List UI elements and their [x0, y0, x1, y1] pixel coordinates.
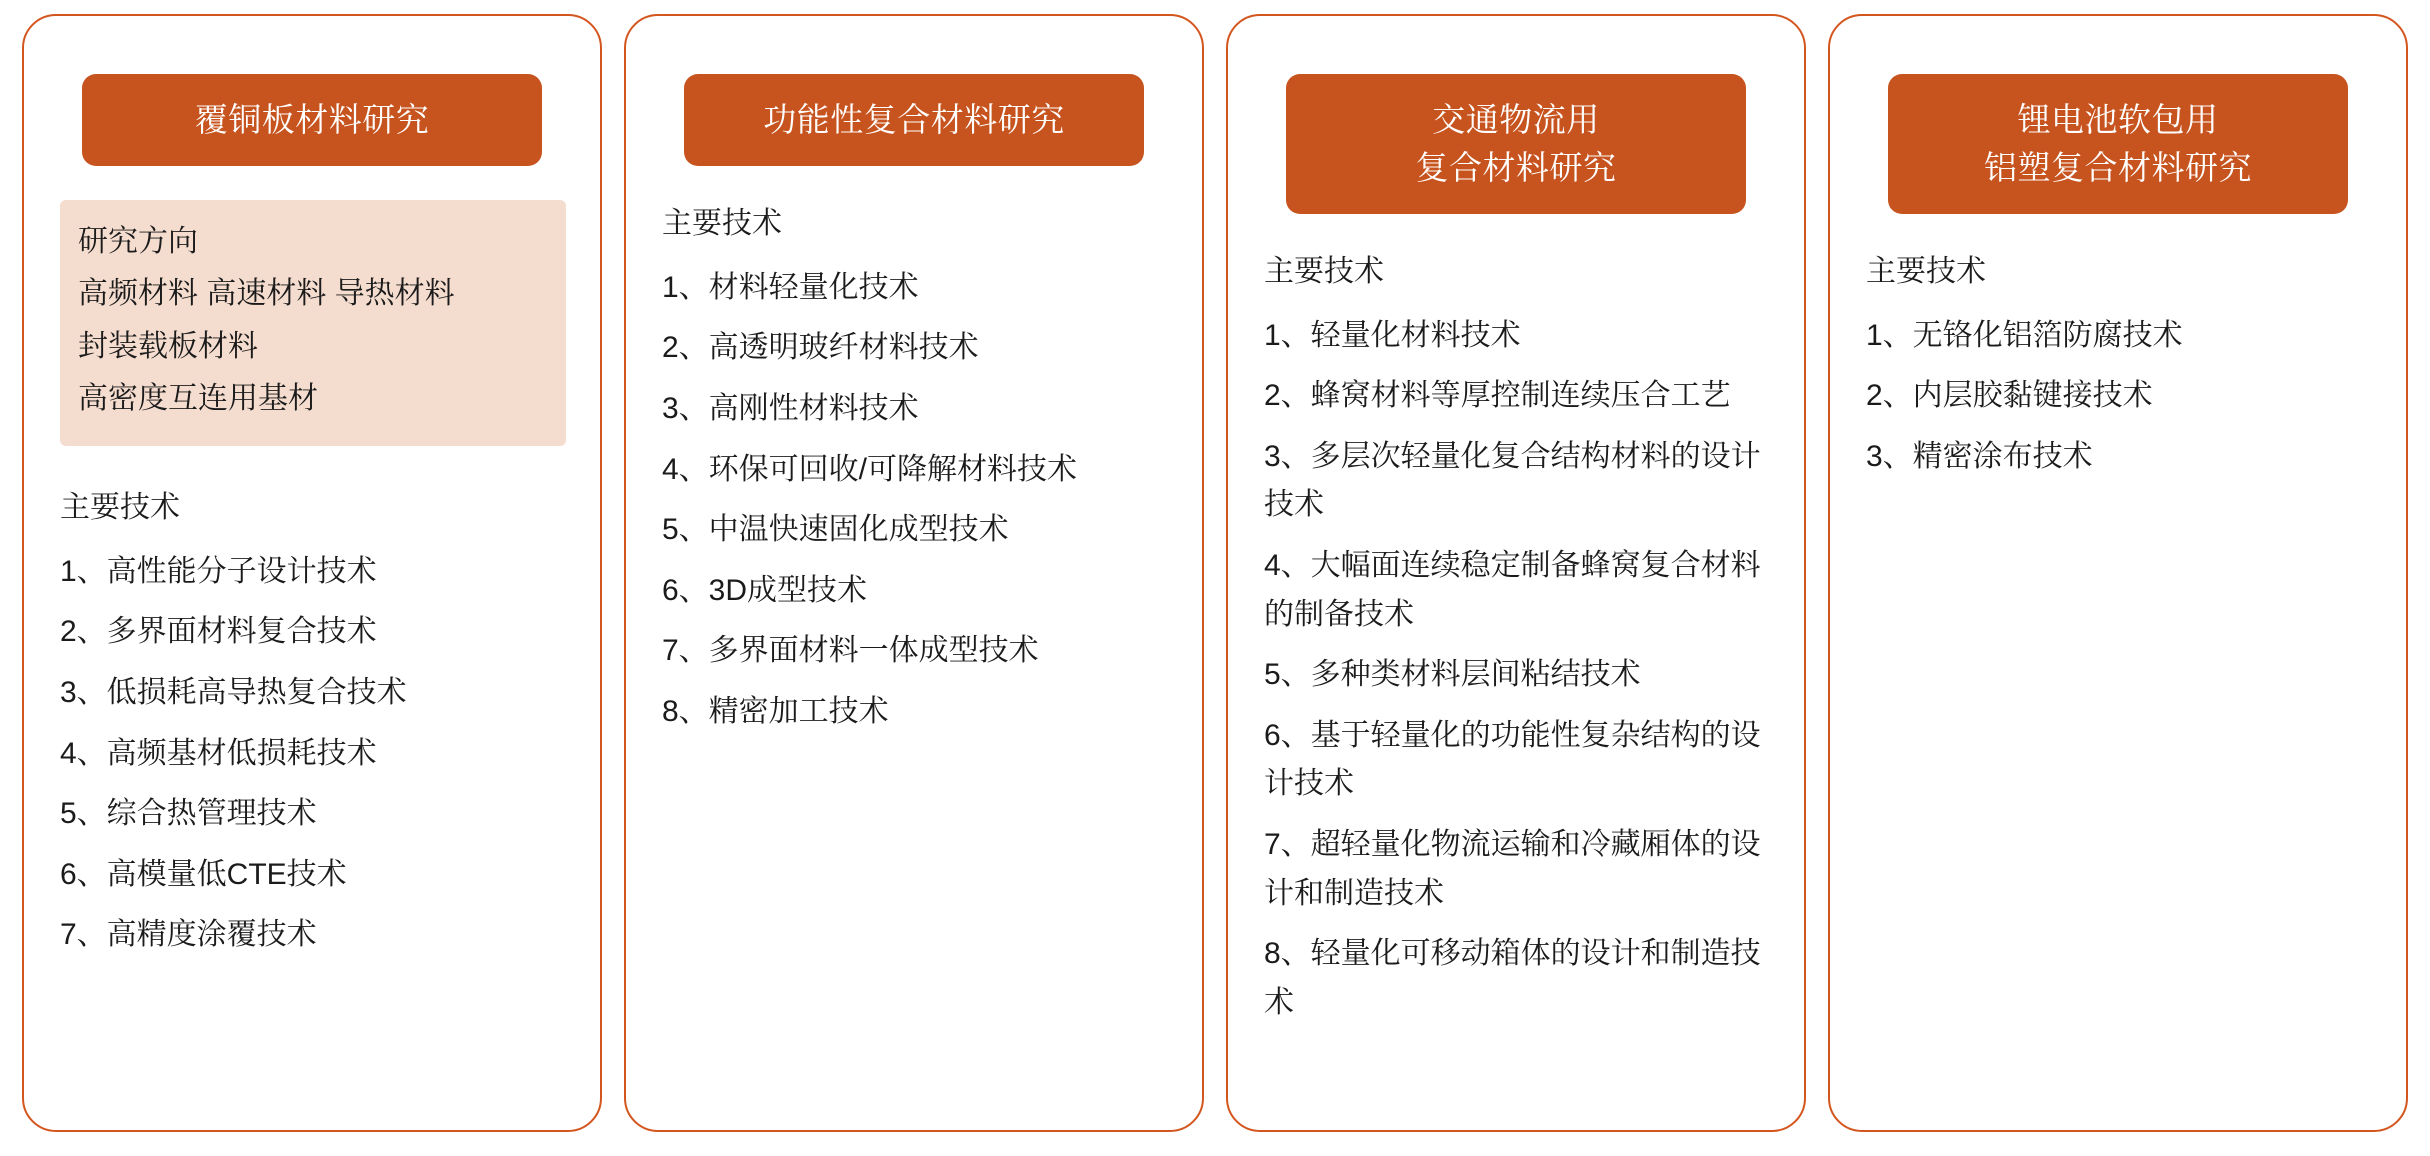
card-title-line: 功能性复合材料研究 [763, 101, 1065, 138]
section-title-main-technology: 主要技术 [1866, 254, 1986, 288]
list-item: 4、环保可回收/可降解材料技术 [662, 452, 1078, 486]
card-lithium-battery-aluminum-plastic [1828, 14, 2408, 1132]
list-item: 2、高透明玻纤材料技术 [662, 331, 979, 365]
research-direction-line: 封装载板材料 [78, 329, 258, 363]
list-item: 5、多种类材料层间粘结技术 [1264, 658, 1641, 692]
research-direction-title: 研究方向 [78, 224, 198, 258]
card-title-line: 复合材料研究 [1415, 148, 1617, 186]
card-functional-composite [624, 14, 1204, 1132]
section-title-main-technology: 主要技术 [1264, 254, 1384, 288]
list-item: 7、多界面材料一体成型技术 [662, 634, 1039, 668]
card-body [656, 200, 1172, 1100]
list-item: 8、轻量化可移动箱体的设计和制造技术 [1264, 937, 1761, 1019]
research-direction-line: 高频材料 高速材料 导热材料 [78, 277, 455, 311]
card-title-line: 锂电池软包用 [2017, 101, 2219, 138]
card-body [54, 200, 570, 1100]
list-item: 1、轻量化材料技术 [1264, 318, 1521, 352]
list-item: 3、精密涂布技术 [1866, 439, 2093, 473]
card-header [684, 74, 1144, 166]
list-item: 1、无铬化铝箔防腐技术 [1866, 318, 2183, 352]
card-title-line: 交通物流用 [1432, 101, 1600, 138]
list-item: 7、高精度涂覆技术 [60, 918, 317, 952]
card-body [1860, 248, 2376, 1100]
list-item: 6、高模量低CTE技术 [60, 857, 347, 891]
card-header [82, 74, 542, 166]
list-item: 3、低损耗高导热复合技术 [60, 676, 407, 710]
list-item: 1、高性能分子设计技术 [60, 554, 377, 588]
list-item: 4、大幅面连续稳定制备蜂窝复合材料的制备技术 [1264, 549, 1761, 631]
list-item: 3、高刚性材料技术 [662, 392, 919, 426]
section-title-main-technology: 主要技术 [662, 206, 782, 240]
list-item: 1、材料轻量化技术 [662, 270, 919, 304]
list-item: 8、精密加工技术 [662, 695, 889, 728]
list-item: 6、基于轻量化的功能性复杂结构的设计技术 [1264, 718, 1761, 801]
card-header [1888, 74, 2348, 214]
list-item: 2、内层胶黏键接技术 [1866, 379, 2153, 413]
list-item: 7、超轻量化物流运输和冷藏厢体的设计和制造技术 [1264, 828, 1761, 910]
card-title-line: 铝塑复合材料研究 [1984, 148, 2252, 186]
list-item: 3、多层次轻量化复合结构材料的设计技术 [1264, 439, 1761, 522]
list-item: 5、中温快速固化成型技术 [662, 513, 1009, 547]
card-covered-copper-plate [22, 14, 602, 1132]
card-header [1286, 74, 1746, 214]
card-transport-logistics-composite [1226, 14, 1806, 1132]
section-title-main-technology: 主要技术 [60, 490, 180, 524]
list-item: 2、多界面材料复合技术 [60, 615, 377, 649]
list-item: 6、3D成型技术 [662, 573, 868, 607]
research-direction-box [60, 200, 566, 446]
list-item: 5、综合热管理技术 [60, 797, 317, 831]
card-title-line: 覆铜板材料研究 [194, 101, 430, 138]
list-item: 2、蜂窝材料等厚控制连续压合工艺 [1264, 379, 1731, 413]
card-body [1258, 248, 1774, 1100]
research-direction-line: 高密度互连用基材 [78, 382, 318, 416]
list-item: 4、高频基材低损耗技术 [60, 736, 377, 770]
